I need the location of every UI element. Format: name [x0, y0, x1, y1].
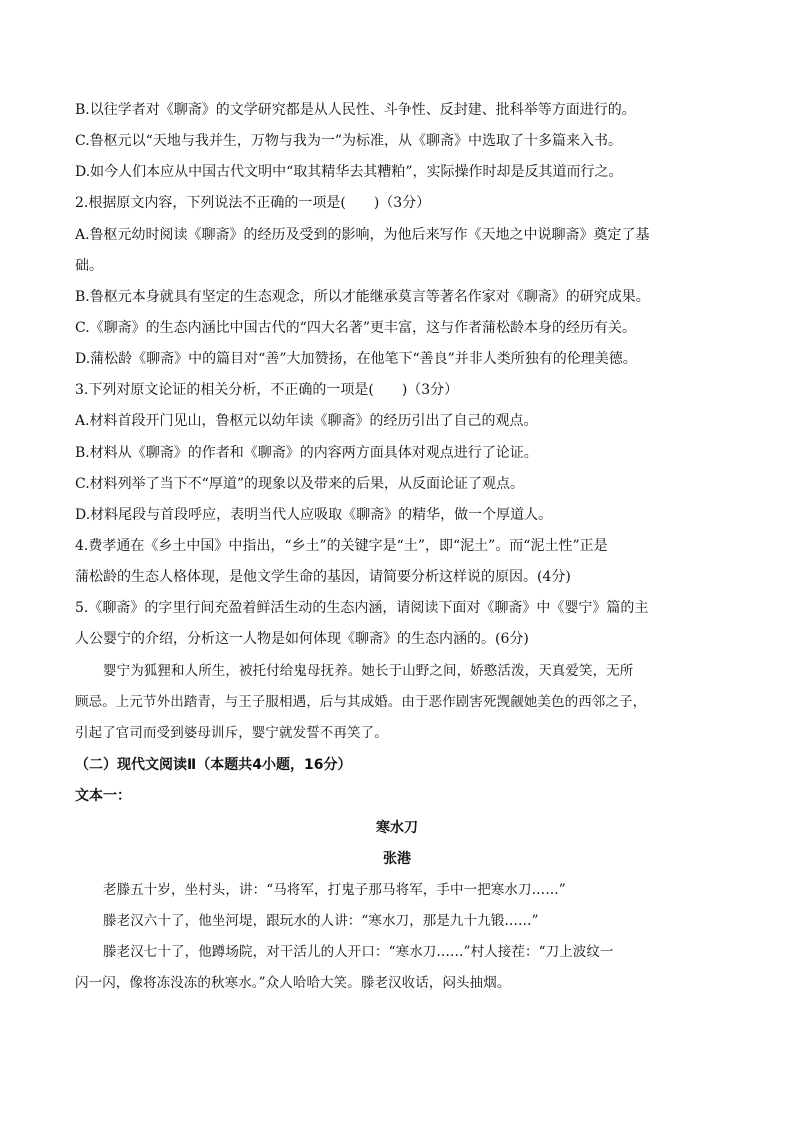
question-3-option-d: D.材料尾段与首段呼应，表明当代人应吸取《聊斋》的精华，做一个厚道人。	[75, 507, 553, 523]
option-d-line: D.如今人们本应从中国古代文明中“取其精华去其糟粕”，实际操作时却是反其道而行之。	[75, 164, 623, 180]
question-4-line-1: 4.费孝通在《乡土中国》中指出，“乡土”的关键字是“土”，即“泥土”。而“泥土性”正是	[75, 538, 608, 554]
question-2-option-a: A.鲁枢元幼时阅读《聊斋》的经历及受到的影响，为他后来写作《天地之中说聊斋》奠定了基	[75, 227, 650, 243]
question-2-option-d: D.蒲松龄《聊斋》中的篇目对“善”大加赞扬，在他笔下“善良”并非人类所独有的伦理美德。	[75, 351, 637, 367]
question-3-stem: 3.下列对原文论证的相关分析，不正确的一项是( )（3分）	[75, 382, 459, 398]
option-c-line: C.鲁枢元以“天地与我并生，万物与我为一”为标准，从《聊斋》中选取了十多篇来入书。	[75, 133, 622, 149]
text-label: 文本一：	[75, 788, 131, 804]
section-heading: （二）现代文阅读Ⅱ（本题共4小题，16分）	[75, 757, 352, 773]
question-2-stem: 2.根据原文内容，下列说法不正确的一项是( )（3分）	[75, 195, 431, 211]
story-paragraph-2: 滕老汉六十了，他坐河堤，跟玩水的人讲：“寒水刀，那是九十九锻……”	[103, 913, 539, 929]
question-5-line-1: 5.《聊斋》的字里行间充盈着鲜活生动的生态内涵，请阅读下面对《聊斋》中《婴宁》篇的主	[75, 600, 649, 616]
question-2-option-c: C.《聊斋》的生态内涵比中国古代的“四大名著”更丰富，这与作者蒲松龄本身的经历有关。	[75, 320, 636, 336]
story-paragraph-3-line-1: 滕老汉七十了，他蹲场院，对干活儿的人开口：“寒水刀……”村人接茬：“刀上波纹一	[103, 944, 614, 960]
story-author: 张港	[383, 851, 411, 867]
story-paragraph-1: 老滕五十岁，坐村头，讲：“马将军，打鬼子那马将军，手中一把寒水刀……”	[103, 882, 566, 898]
question-3-option-b: B.材料从《聊斋》的作者和《聊斋》的内容两方面具体对观点进行了论证。	[75, 445, 538, 461]
question-3-option-c: C.材料列举了当下不“厚道”的现象以及带来的后果，从反面论证了观点。	[75, 476, 524, 492]
question-5-line-2: 人公婴宁的介绍，分析这一人物是如何体现《聊斋》的生态内涵的。(6分)	[75, 631, 529, 647]
question-3-option-a: A.材料首段开门见山，鲁枢元以幼年读《聊斋》的经历引出了自己的观点。	[75, 413, 538, 429]
question-2-option-b: B.鲁枢元本身就具有坚定的生态观念，所以才能继承莫言等著名作家对《聊斋》的研究成果。	[75, 289, 650, 305]
story-title: 寒水刀	[376, 820, 418, 836]
excerpt-line-3: 引起了官司而受到婆母训斥，婴宁就发誓不再笑了。	[75, 725, 388, 741]
option-b-line: B.以往学者对《聊斋》的文学研究都是从人民性、斗争性、反封建、批科举等方面进行的。	[75, 102, 636, 118]
excerpt-line-2: 顾忌。上元节外出踏青，与王子服相遇，后与其成婚。由于恶作剧害死觊觎她美色的西邻之子，	[75, 694, 647, 710]
question-2-option-a-continuation: 础。	[75, 258, 103, 274]
story-paragraph-3-line-2: 闪一闪，像将冻没冻的秋寒水。”众人哈哈大笑。滕老汉收话，闷头抽烟。	[75, 975, 511, 991]
question-4-line-2: 蒲松龄的生态人格体现，是他文学生命的基因，请简要分析这样说的原因。(4分)	[75, 569, 571, 585]
excerpt-line-1: 婴宁为狐狸和人所生，被托付给鬼母抚养。她长于山野之间，娇憨活泼，天真爱笑，无所	[103, 663, 634, 679]
